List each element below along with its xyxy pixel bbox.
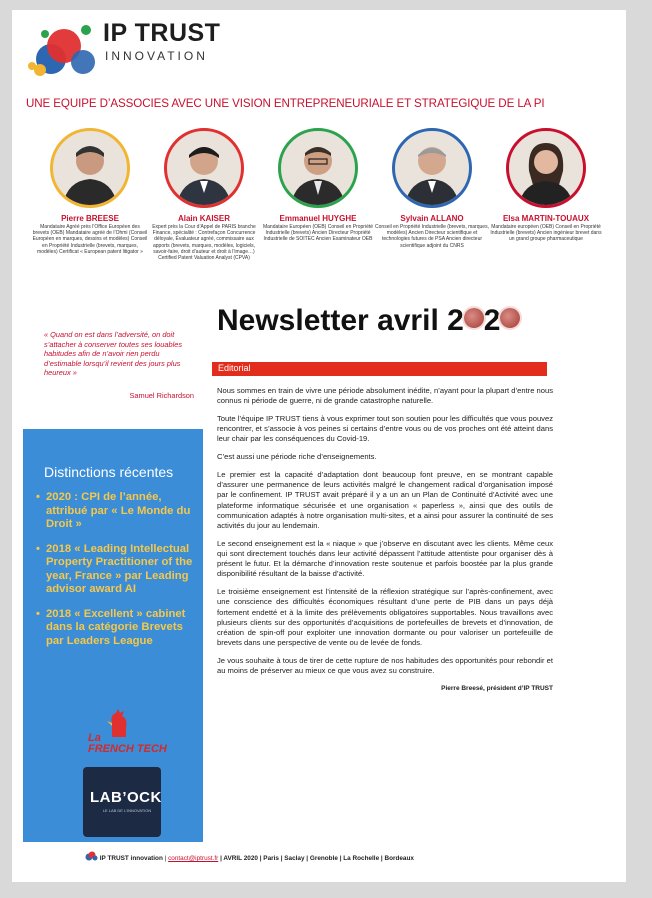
partner-description: Mandataire Agréé près l’Office Européen des brevets (OEB) Mandataire agréé de l’Ohmi (Conseil Européen en marques, dessins et modèles) Conseil en Propriété Industrielle (brevets, marques, modèles) Certificat « European patent litigator » [32,224,148,255]
distinction-item: • 2018 « Leading Intellectual Property Practitioner of the year, France » par Leading advisor award AI [36,543,196,597]
partner-name: Pierre BREESE [61,214,119,223]
partner-card [260,128,376,243]
partner-description: Conseil en Propriété Industrielle (brevets, marques, modèles) Ancien Directeur scientifique et technologies futures de PSA Ancien directeur scientifique adjoint du CNRS [375,224,489,249]
partner-description: Expert près la Cour d’Appel de PARIS branche Finance, spécialité : Contrefaçon Concurrence déloyale, Évaluateur agréé, commissaire aux apports (brevets, marques, modèles, logiciels, savoir-faire, droit d’auteur et droit à l’image…) Certified Patent Valuation Analyst (CPVA) [152,224,256,262]
partner-description: Mandataire Européen (OEB) Conseil en Propriété Industrielle (brevets) Ancien Directeur Propriété Industrielle de SOITEC Ancien Examinateur OEB [262,224,374,243]
editorial-paragraph: Je vous souhaite à tous de tirer de cette rupture de nos habitudes des opportunités pour rebondir et au moins de préserver au mieux ce que vous avez su construire. [217,656,553,676]
quote-text: « Quand on est dans l’adversité, on doit s’attacher à conserver toutes ses louables habitudes afin de n’avoir rien perdu d’estimable lorsqu’il revient des jours plus heureux » [44,330,183,378]
partner-name: Elsa MARTIN-TOUAUX [502,214,590,223]
french-tech-logo: La FRENCH TECH [88,732,167,755]
partner-card [488,128,604,243]
editorial-paragraph: Nous sommes en train de vivre une période absolument inédite, n’ayant pour la plupart d’entre nous connus ni période de guerre, ni de grande catastrophe naturelle. [217,386,554,406]
footer-details: | AVRIL 2020 | Paris | Saclay | Grenoble | La Rochelle | Bordeaux [220,855,414,862]
distinction-item: • 2018 « Excellent » cabinet dans la catégorie Brevets par Leaders League [36,608,196,649]
footer-email-link[interactable]: contact@iptrust.fr [168,855,219,862]
virus-icon [500,308,520,328]
editorial-paragraph: Le second enseignement est la « niaque » que j’observe en discutant avec les clients. Même ceux qui sont directement touchés dans leur activité dépassent l’attitude attentiste pour organiser dès à présent le futur. Et la démarche d’innovation reste soutenue et parfois boostée par la plus grande disponibilité résultant de la baisse d’activité. [217,538,553,579]
editorial-paragraph: Le troisième enseignement est l’intensité de la réflexion stratégique sur l’après-confinement, avec une conscience des difficultés économiques résultant d’une perte de PIB dans un pays déjà fortement endetté et à la limite des prélèvements obligatoires supportables. Nous travaillons avec plusieurs clients sur des opportunités d’acquisitions de portefeuilles de brevets et d’innovation, de création de spin-off pour exploiter une innovation dormante ou pour valoriser un portefeuille de brevets dans une perspective de vente ou de levée de fonds. [217,587,553,648]
editorial-bar [212,362,547,376]
virus-icon [464,308,484,328]
partner-photo [392,128,472,208]
brand-subtitle: INNOVATION [105,49,208,63]
partner-name: Emmanuel HUYGHE [279,214,357,223]
partner-description: Mandataire européen (OEB) Conseil en Propriété Industrielle (brevets) Ancien ingénieur brevet dans un grand groupe pharmaceutique [490,224,602,243]
newsletter-title [217,304,520,338]
partner-card [32,128,148,255]
partner-name: Sylvain ALLANO [400,214,464,223]
labock-logo-subtitle: LE LAB DE L’INNOVATION [102,808,152,813]
tagline: UNE EQUIPE D’ASSOCIES AVEC UNE VISION ENTREPRENEURIALE ET STRATEGIQUE DE LA PI [26,97,545,110]
quote-author: Samuel Richardson [129,391,194,400]
footer-company: IP TRUST innovation [99,855,163,862]
editorial-paragraph: Le premier est la capacité d’adaptation dont beaucoup font preuve, en se montrant capable d’assurer une permanence de leurs activités malgré le changement radical d’organisation imposé par le confinement. IP TRUST avait préparé il y a un an un Plan de Continuité d’Activité avec une plateforme informatique sécurisée et une organisation « paperless », ainsi que des outils de communication adaptés à notre organisation multi-sites, et a ainsi pour assurer la continuité de ses activités du jour au lendemain. [217,470,553,531]
partner-name: Alain KAISER [177,214,230,223]
partner-card [146,128,262,261]
editorial-paragraph: Toute l’équipe IP TRUST tiens à vous exprimer tout son soutien pour les difficultés que vous pouvez rencontrer, et s’associe à vos peines si certains d’entre vous ou de vos proches ont été atteint dans leur chair par les conséquences du Covid-19. [217,414,553,444]
partner-photo [164,128,244,208]
editorial-label: Editorial [218,363,251,373]
partner-card [374,128,490,249]
distinctions-title: Distinctions récentes [44,464,174,480]
partner-photo [50,128,130,208]
editorial-signature: Pierre Breesé, président d’IP TRUST [441,685,553,693]
editorial-body [217,386,553,702]
footer-logo-icon [84,851,98,861]
editorial-paragraph: C’est aussi une période riche d’enseignements. [217,452,377,462]
labock-logo-text: LAB’OCK [90,789,162,806]
newsletter-title-mid: 2 [483,304,501,337]
brand-name: IP TRUST [103,19,221,47]
distinctions-list [36,491,196,659]
distinction-item: • 2020 : CPI de l’année, attribué par « Le Monde du Droit » [36,491,196,532]
newsletter-title-prefix: Newsletter avril 2 [217,304,464,337]
partner-photo [278,128,358,208]
partner-photo [506,128,586,208]
footer: IP TRUST innovation | contact@iptrust.fr | AVRIL 2020 | Paris | Saclay | Grenoble | La Rochelle | Bordeaux [84,851,414,862]
